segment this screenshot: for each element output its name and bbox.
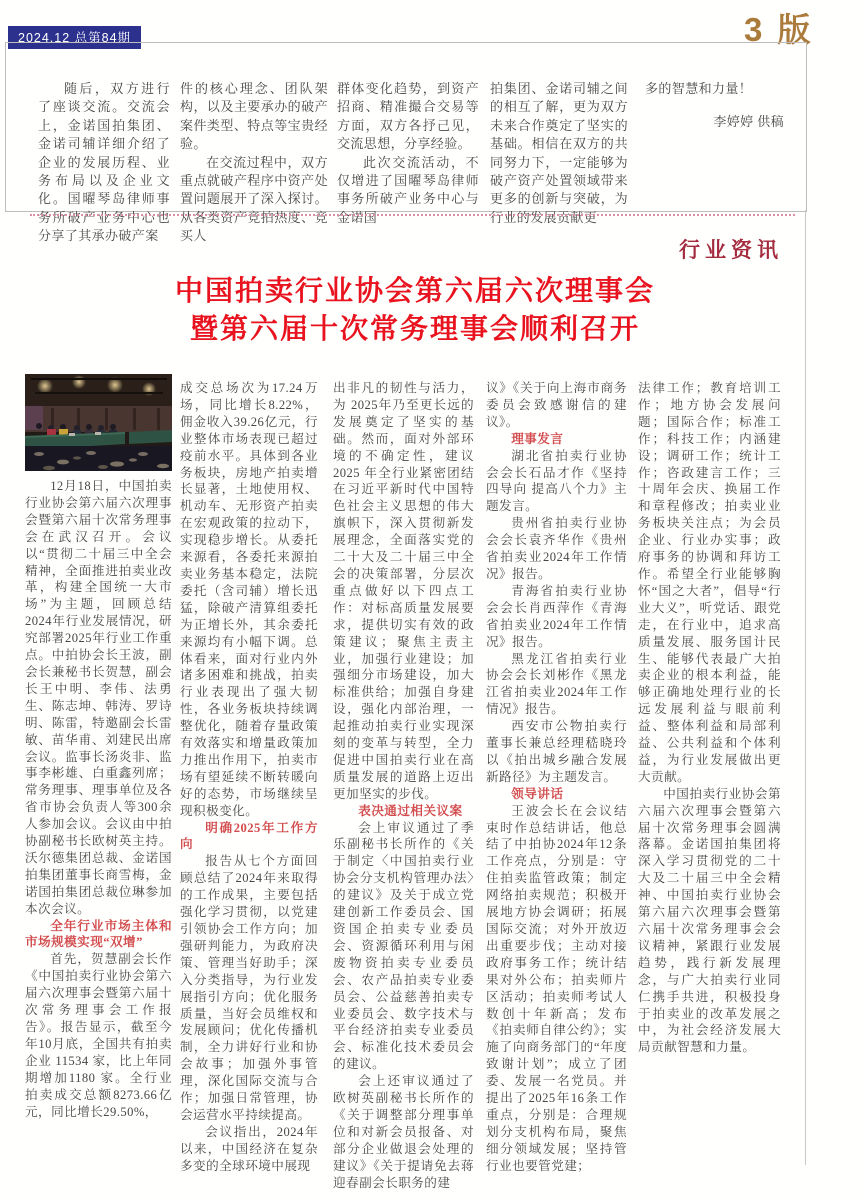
paragraph: 随后，双方进行了座谈交流。交流会上，金诺国拍集团、金诺司辅详细介绍了企业的发展历程、业务布局以及企业文化。国曜琴岛律师事务所破产业务中心也分享了其承办破产案 bbox=[38, 81, 170, 244]
main-column-4 bbox=[486, 380, 627, 1175]
main-column-2 bbox=[180, 380, 318, 1175]
paragraph: 多的智慧和力量！ bbox=[645, 81, 753, 96]
top-column-5 bbox=[645, 80, 788, 132]
sub-heading: 全年行业市场主体和市场规模实现“双增” bbox=[25, 918, 172, 950]
paragraph: 王波会长在会议结束时作总结讲话，他总结了中拍协2024年12条工作亮点，分别是：守住拍卖监管政策；制定网络拍卖规范；积极开展地方协会调研；拓展国际交流；对外开放迈出重要步伐；主动对接政府事务工作；统计结果对外公布；拍卖师片区活动；拍卖师考试人数创十年新高；发布《拍卖师自律公约》；实施了向商务部门的“年度致谢计划”；成立了团委、发展一名党员。并提出了2025年16条工作重点，分别是：合理规划分支机构布局，聚焦细分领域发展；坚持管行业也要管党建； bbox=[486, 803, 627, 1173]
main-column-5 bbox=[638, 380, 781, 1056]
headline-line-1: 中国拍卖行业协会第六届六次理事会 bbox=[174, 275, 655, 306]
paragraph: 贵州省拍卖行业协会会长袁齐华作《贵州省拍卖业2024年工作情况》报告。 bbox=[486, 516, 627, 581]
paragraph: 会上审议通过了季乐副秘书长所作的《关于制定〈中国拍卖行业协会分支机构管理办法〉的建议》及关于成立党建创新工作委员会、国资国企拍卖专业委员会、资源循环利用与闲废物资拍卖专业委员会、农产品拍卖专业委员会、公益慈善拍卖专业委员会、数字技术与平台经济拍卖专业委员会、标准化技术委员会的建议。 bbox=[333, 820, 474, 1072]
section-label: 行业资讯 bbox=[679, 238, 783, 262]
page-number-label: 3 版 bbox=[744, 11, 814, 48]
paragraph: 出非凡的韧性与活力，为 2025年乃至更长远的发展奠定了坚实的基础。然而，面对外部环境的不确定性，建议2025 年全行业紧密团结在习近平新时代中国特色社会主义思想的伟大旗帜下，深入贯彻新发展理念，全面落实党的二十大及二十届三中全会的决策部署，分层次重点做好以下四点工作：对标高质量发展要求，提供切实有效的政策建议；聚焦主责主业，加强行业建设；加强细分市场建设，加大标准供给；加强自身建设，强化内部治理，一起推动拍卖行业实现深刻的变革与转型，全力促进中国拍卖行业在高质量发展的道路上迈出更加坚实的步伐。 bbox=[333, 381, 474, 801]
top-column-4 bbox=[490, 80, 628, 227]
paragraph: 议》《关于向上海市商务委员会致感谢信的建议》。 bbox=[486, 381, 627, 429]
main-column-3 bbox=[333, 380, 474, 1192]
paragraph: 在交流过程中，双方重点就破产程序中资产处置问题展开了深入探讨。从各类资产竞拍热度、竞买人 bbox=[180, 154, 328, 244]
paragraph: 群体变化趋势，到资产招商、精准撮合交易等方面，双方各抒己见，交流思想，分享经验。 bbox=[337, 81, 479, 152]
paragraph: 会上还审议通过了欧树英副秘书长所作的《关于调整部分理事单位和对新会员报备、对部分企业做退会处理的建议》《关于提请免去蒋迎春副会长职务的建 bbox=[333, 1074, 474, 1190]
paragraph: 报告从七个方面回顾总结了2024年来取得的工作成果，主要包括强化学习贯彻，以党建引领协会工作方向；加强研判能力，为政府决策、管理当好助手；深入分类指导，为行业发展指引方向；优化服务质量，当好会员维权和发展顾问；优化传播机制，全力讲好行业和协会故事；加强外事管理，深化国际交流与合作；加强日常管理，协会运营水平持续提高。 bbox=[180, 854, 318, 1122]
main-column-1 bbox=[25, 478, 172, 1120]
paragraph: 青海省拍卖行业协会会长肖西萍作《青海省拍卖业2024年工作情况》报告。 bbox=[486, 583, 627, 649]
top-column-2 bbox=[180, 80, 328, 246]
article-headline bbox=[25, 272, 805, 348]
section-divider bbox=[30, 214, 795, 216]
paragraph: 此次交流活动，不仅增进了国曜琴岛律师事务所破产业务中心与金诺国 bbox=[337, 154, 479, 225]
paragraph: 首先，贺慧副会长作《中国拍卖行业协会第六届六次理事会暨第六届十次常务理事会工作报告》。报告显示，截至今年10月底，全国共有拍卖企业 11534 家，比上年同期增加1180 家。全行业拍卖成交总额8273.66亿元，同比增长29.50%， bbox=[25, 952, 172, 1119]
right-page-rule bbox=[805, 210, 806, 1165]
sub-heading: 领导讲话 bbox=[511, 786, 564, 801]
top-column-3 bbox=[337, 80, 479, 227]
headline-line-2: 暨第六届十次常务理事会顺利召开 bbox=[189, 313, 640, 344]
paragraph: 件的核心理念、团队架构，以及主要承办的破产案件类型、特点等宝贵经验。 bbox=[180, 81, 328, 152]
sub-heading: 表决通过相关议案 bbox=[358, 803, 463, 818]
paragraph: 中国拍卖行业协会第六届六次理事会暨第六届十次常务理事会圆满落幕。金诺国拍集团将深入学习贯彻党的二十大及二十届三中全会精神、中国拍卖行业协会第六届六次理事会暨第六届十次常务理事会会议精神，紧跟行业发展趋势，践行新发展理念，与广大拍卖行业同仁携手共进，积极投身于拍卖业的改革发展之中，为社会经济发展大局贡献智慧和力量。 bbox=[638, 786, 781, 1055]
byline: 李婷婷 供稿 bbox=[713, 114, 784, 130]
paragraph: 湖北省拍卖行业协会会长石品才作《坚持四导向 提高八个力》主题发言。 bbox=[486, 448, 627, 514]
paragraph: 西安市公物拍卖行董事长兼总经理嵇晓玲以《拍出城乡融合发展新路径》为主题发言。 bbox=[486, 719, 627, 784]
conference-photo bbox=[25, 374, 172, 471]
paragraph: 黑龙江省拍卖行业协会会长刘彬作《黑龙江省拍卖业2024年工作情况》报告。 bbox=[486, 651, 627, 717]
paragraph: 成交总场次为17.24万场，同比增长8.22%，佣金收入39.26亿元，行业整体市场表现已超过疫前水平。具体到各业务板块，房地产拍卖增长显著，土地使用权、机动车、无形资产拍卖在宏观政策的拉动下，实现稳步增长。从委托来源看，各委托来源拍卖业务基本稳定，法院委托（含司辅）增长迅猛，除破产清算组委托为正增长外，其余委托来源均有小幅下调。总体看来，面对行业内外诸多困难和挑战，拍卖行业表现出了强大韧性，各业务板块持续调整优化，随着存量政策有效落实和增量政策加力推出作用下，拍卖市场有望延续不断转暖向好的态势，市场继续呈现积极变化。 bbox=[180, 381, 318, 818]
issue-badge: 2024.12 总第84期 bbox=[8, 26, 141, 49]
paragraph: 法律工作；教育培训工作；地方协会发展问题；国际合作；标准工作；科技工作；内涵建设；调研工作；统计工作；咨政建言工作；三十周年会庆、换届工作和章程修改；拍卖业业务板块关注点；为会员企业、行业办实事；政府事务的协调和拜访工作。希望全行业能够胸怀“国之大者”，倡导“行业大义”，听党话、跟党走，在行业中，追求高质量发展、服务国计民生、能够代表最广大拍卖企业的根本利益，能够正确地处理行业的长远发展利益与眼前利益、整体利益和局部利益、公共利益和个体利益，为行业发展做出更大贡献。 bbox=[638, 381, 781, 784]
sub-heading: 明确2025年工作方向 bbox=[180, 820, 318, 852]
paragraph: 12月18日，中国拍卖行业协会第六届六次理事会暨第六届十次常务理事会在武汉召开。会议以“贯彻二十届三中全会精神，全面推进拍卖业改革，构建全国统一大市场”为主题，回顾总结2024年行业发展情况，研究部署2025年行业工作重点。中拍协会长王波，副会长兼秘书长贺慧，副会长王中明、李伟、法勇生、陈志坤、韩涛、罗诗明、陈雷，特邀副会长雷敏、苗华甫、刘建民出席会议。监事长汤炎非、监事李彬雄、白重鑫列席；常务理事、理事单位及各省市协会负责人等300余人参加会议。会议由中拍协副秘书长欧树英主持。沃尔德集团总裁、金诺国拍集团董事长商雪梅，金诺国拍集团总裁位琳参加本次会议。 bbox=[25, 479, 172, 916]
paragraph: 拍集团、金诺司辅之间的相互了解，更为双方未来合作奠定了坚实的基础。相信在双方的共同努力下，一定能够为破产资产处置领域带来更多的创新与突破，为行业的发展贡献更 bbox=[490, 81, 628, 225]
top-column-1 bbox=[38, 80, 170, 246]
paragraph: 会议指出，2024年以来，中国经济在复杂多变的全球环境中展现 bbox=[180, 1124, 318, 1173]
sub-heading: 理事发言 bbox=[511, 431, 564, 446]
